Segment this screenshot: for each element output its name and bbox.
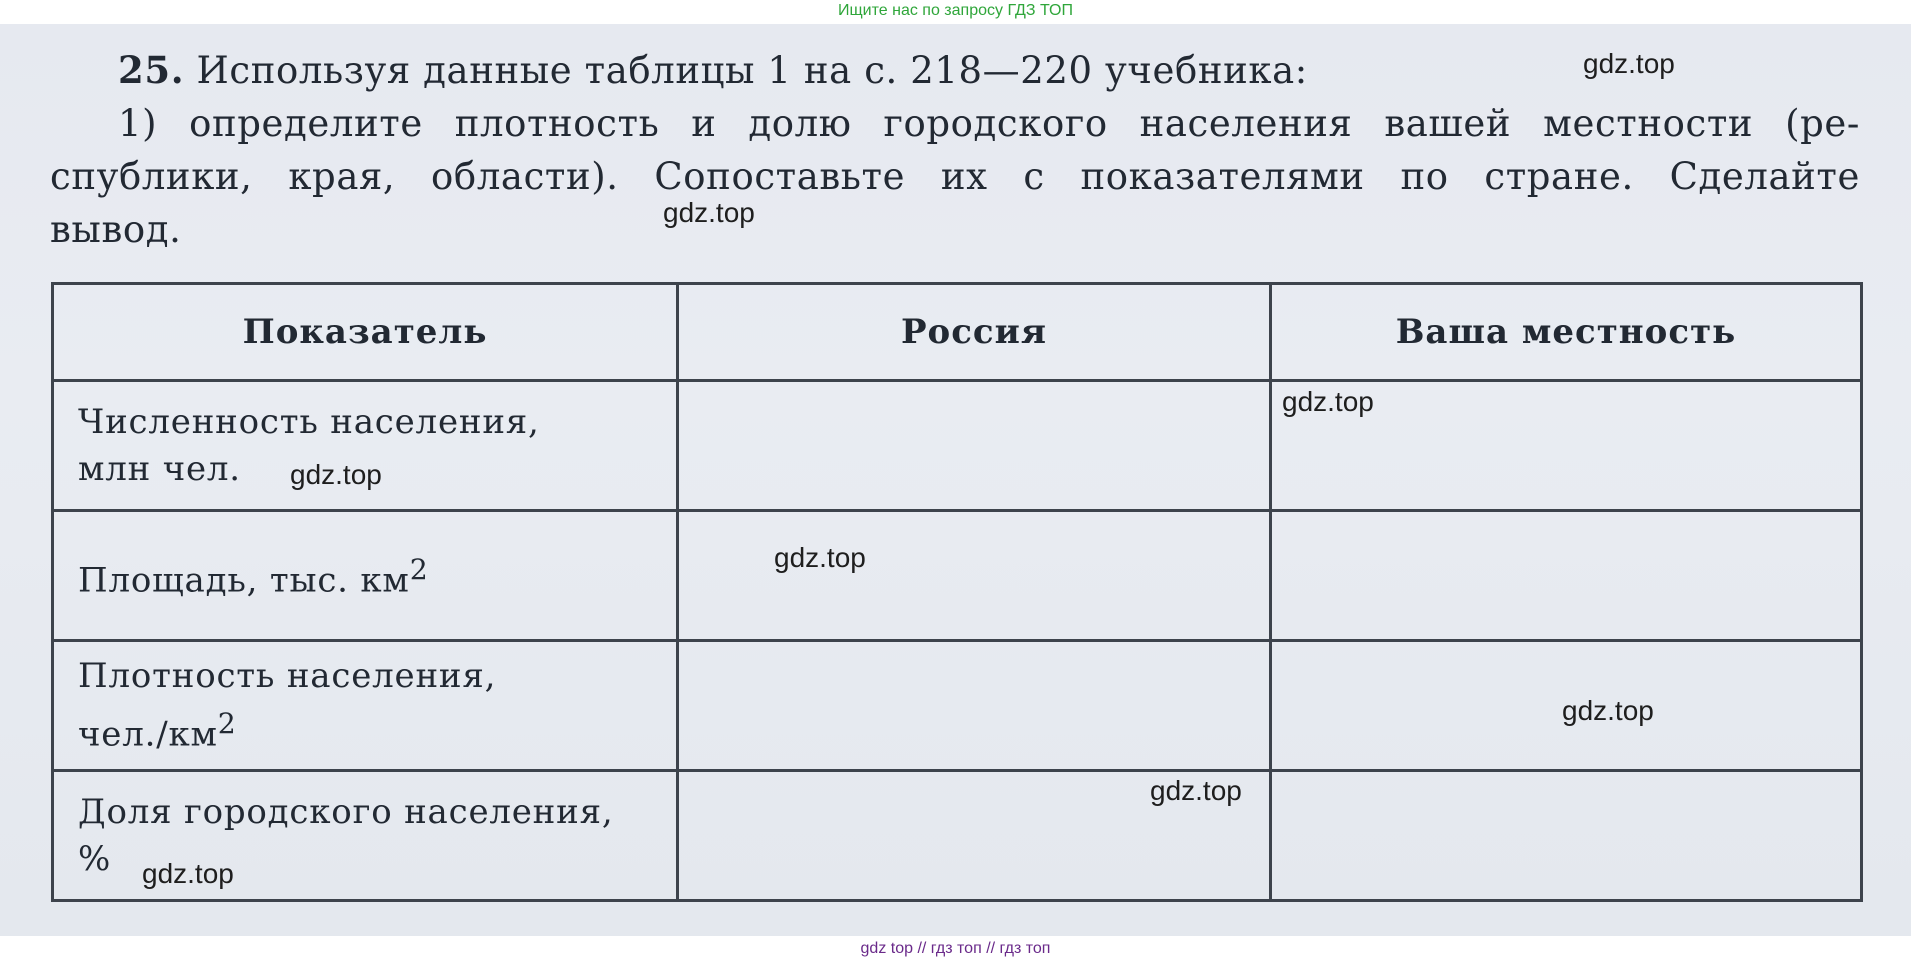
table-row xyxy=(53,511,1862,641)
task-item1-line3: вывод. xyxy=(50,208,182,251)
row-label xyxy=(53,511,678,641)
cell-local[interactable] xyxy=(1270,771,1861,901)
row-label xyxy=(53,381,678,511)
data-table xyxy=(51,282,1863,902)
row-label-sup: 2 xyxy=(217,706,237,740)
task-item1-line2: спублики, края, области). Сопоставьте их с показателями по стране. Сделайте xyxy=(50,155,1860,198)
row-label-line1 xyxy=(78,546,652,604)
watermark: gdz.top xyxy=(1150,775,1242,806)
row-label-text: Площадь, тыс. км xyxy=(78,560,410,601)
row-label xyxy=(53,641,678,771)
header-local: Ваша местность xyxy=(1270,284,1861,381)
table-row xyxy=(53,771,1862,901)
row-label-sup: 2 xyxy=(409,553,429,587)
top-banner[interactable]: Ищите нас по запросу ГДЗ ТОП xyxy=(838,2,1073,19)
row-label-line1: Численность населения, xyxy=(78,401,540,442)
bottom-banner[interactable]: gdz top // гдз топ // гдз топ xyxy=(860,940,1051,957)
watermark: gdz.top xyxy=(142,858,234,889)
table-header-row xyxy=(53,284,1862,381)
watermark: gdz.top xyxy=(290,459,382,490)
row-label-line2 xyxy=(78,700,652,758)
task-intro: Используя данные таблицы 1 на с. 218—220 учебника: xyxy=(196,49,1308,92)
row-label-text: чел./км xyxy=(78,714,218,755)
watermark: gdz.top xyxy=(1583,48,1675,79)
header-russia: Россия xyxy=(678,284,1271,381)
task-item1-line1: 1) определите плотность и долю городского населения вашей местности (ре- xyxy=(118,102,1860,145)
row-label-line1: Доля городского населения, xyxy=(78,791,614,832)
row-label-line2: % xyxy=(78,838,112,879)
watermark: gdz.top xyxy=(774,542,866,573)
row-label-line2: млн чел. xyxy=(78,448,241,489)
cell-russia[interactable] xyxy=(678,641,1271,771)
cell-russia[interactable] xyxy=(678,381,1271,511)
cell-russia[interactable] xyxy=(678,511,1271,641)
cell-local[interactable] xyxy=(1270,511,1861,641)
task-number: 25. xyxy=(118,48,185,92)
watermark: gdz.top xyxy=(1562,695,1654,726)
header-indicator: Показатель xyxy=(53,284,678,381)
watermark: gdz.top xyxy=(1282,386,1374,417)
watermark: gdz.top xyxy=(663,197,755,228)
table-row xyxy=(53,381,1862,511)
row-label-line1: Плотность населения, xyxy=(78,655,497,696)
